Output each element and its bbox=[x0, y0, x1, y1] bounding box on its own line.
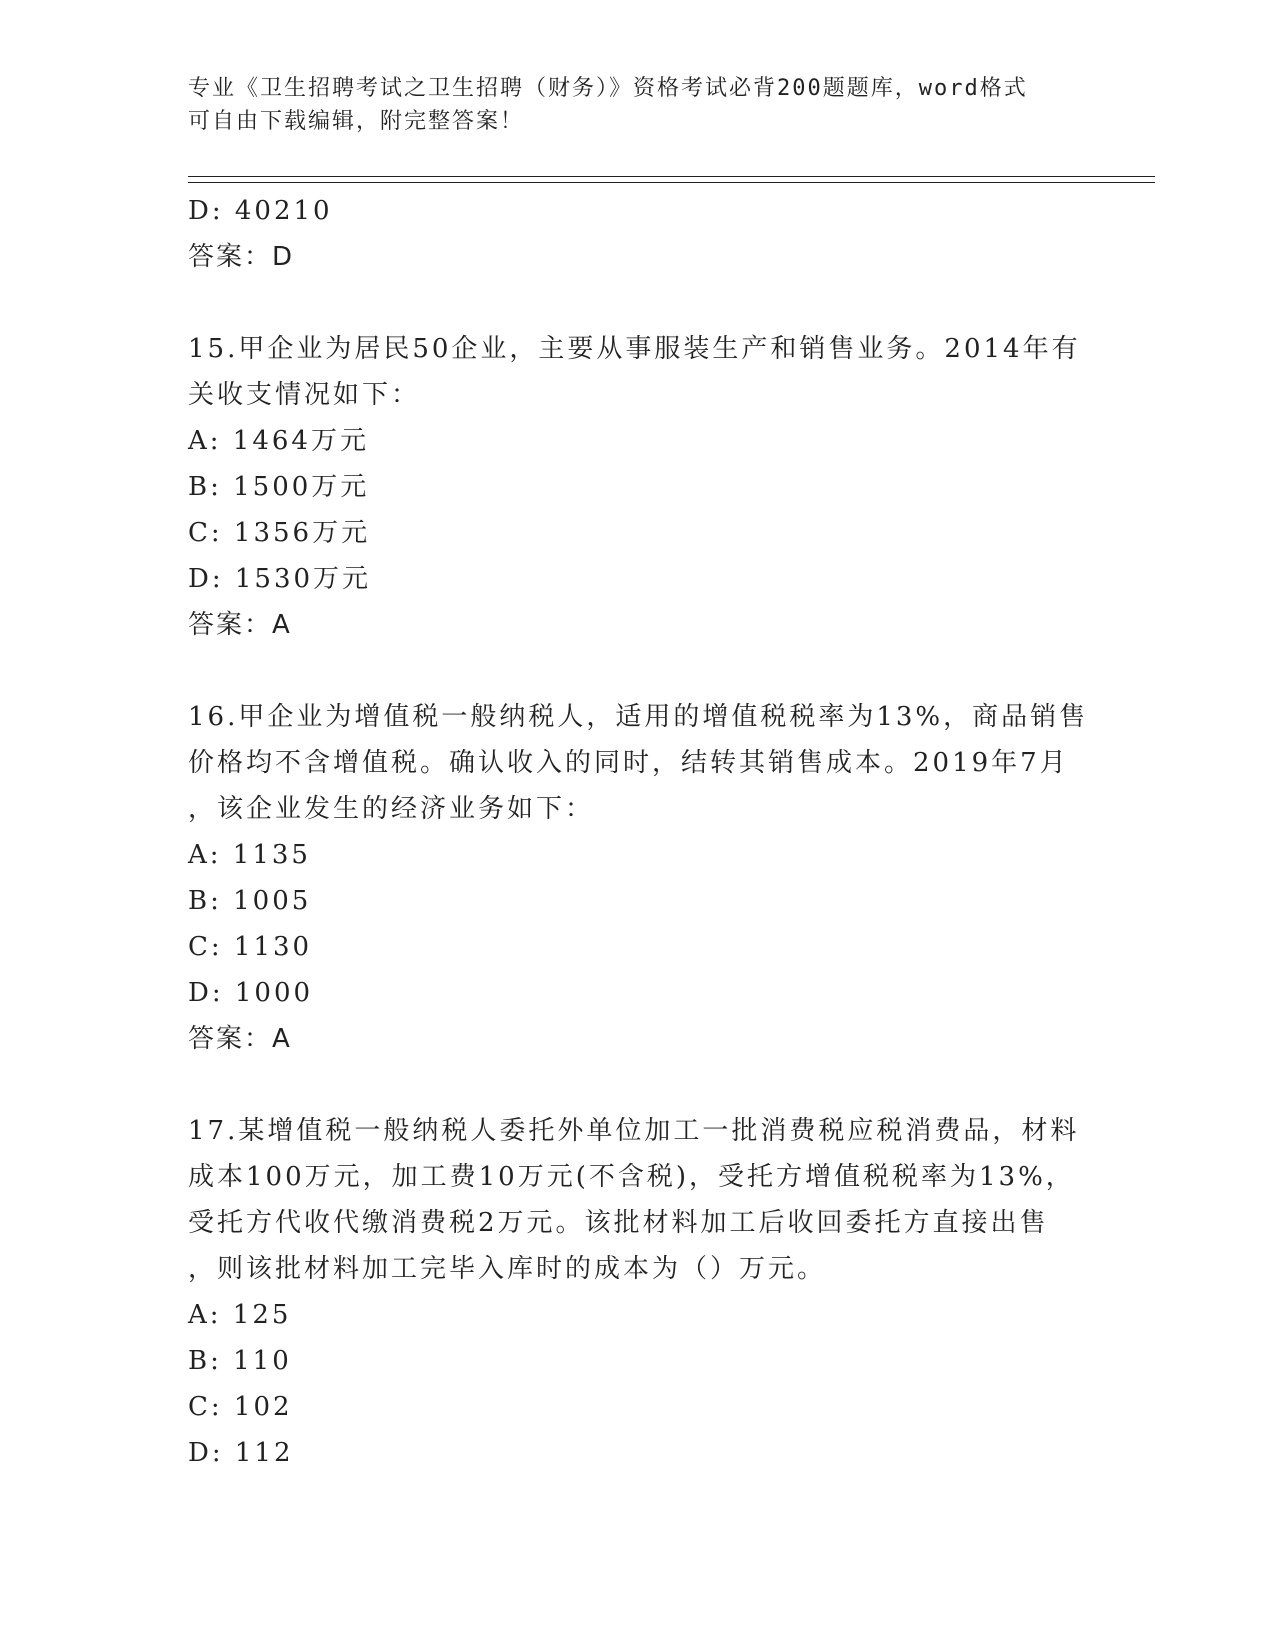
question-text-line: 成本100万元，加工费10万元(不含税)，受托方增值税税率为13%， bbox=[188, 1162, 1075, 1192]
header-title-line-2: 可自由下载编辑，附完整答案！ bbox=[188, 109, 525, 134]
question-text-line: 受托方代收代缴消费税2万元。该批材料加工后收回委托方直接出售 bbox=[188, 1208, 1049, 1238]
option-a: A: 1464万元 bbox=[188, 426, 369, 456]
question-text-line: ，则该批材料加工完毕入库时的成本为（）万元。 bbox=[188, 1254, 827, 1284]
option-d: D: 1000 bbox=[188, 978, 314, 1008]
spacer bbox=[188, 648, 1088, 694]
option-d: D: 1530万元 bbox=[188, 564, 372, 594]
prev-option-d: D: 40210 bbox=[188, 196, 333, 226]
answer: 答案：A bbox=[188, 610, 292, 640]
option-b: B: 110 bbox=[188, 1346, 292, 1376]
document-body bbox=[188, 188, 1088, 1476]
header-title-line-1: 专业《卫生招聘考试之卫生招聘（财务）》资格考试必背200题题库，word格式 bbox=[188, 76, 1028, 101]
question-text-line: 15.甲企业为居民50企业，主要从事服装生产和销售业务。2014年有 bbox=[188, 334, 1081, 364]
document-header bbox=[188, 72, 1068, 138]
question-text-line: 关收支情况如下： bbox=[188, 380, 421, 410]
option-c: C: 102 bbox=[188, 1392, 293, 1422]
spacer bbox=[188, 280, 1088, 326]
option-a: A: 125 bbox=[188, 1300, 292, 1330]
option-c: C: 1356万元 bbox=[188, 518, 371, 548]
header-rule-top bbox=[188, 176, 1155, 177]
spacer bbox=[188, 1062, 1088, 1108]
option-a: A: 1135 bbox=[188, 840, 311, 870]
question-text-line: 17.某增值税一般纳税人委托外单位加工一批消费税应税消费品，材料 bbox=[188, 1116, 1080, 1146]
prev-answer: 答案：D bbox=[188, 242, 295, 272]
question-15 bbox=[188, 326, 1088, 648]
header-rule-bottom bbox=[188, 182, 1155, 183]
option-c: C: 1130 bbox=[188, 932, 313, 962]
answer: 答案：A bbox=[188, 1024, 292, 1054]
question-17 bbox=[188, 1108, 1088, 1476]
option-b: B: 1500万元 bbox=[188, 472, 370, 502]
question-text-line: 16.甲企业为增值税一般纳税人，适用的增值税税率为13%，商品销售 bbox=[188, 702, 1089, 732]
option-d: D: 112 bbox=[188, 1438, 294, 1468]
question-16 bbox=[188, 694, 1088, 1062]
option-b: B: 1005 bbox=[188, 886, 312, 916]
question-text-line: ，该企业发生的经济业务如下： bbox=[188, 794, 595, 824]
question-text-line: 价格均不含增值税。确认收入的同时，结转其销售成本。2019年7月 bbox=[188, 748, 1069, 778]
